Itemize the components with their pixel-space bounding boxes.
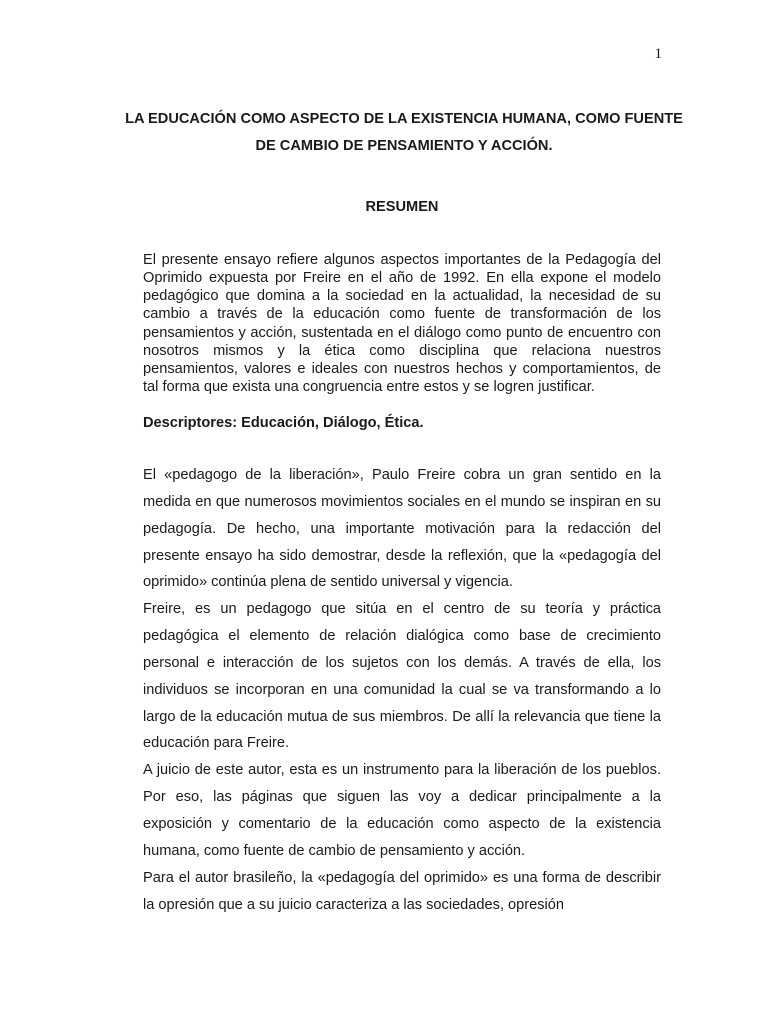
abstract-paragraph: El presente ensayo refiere algunos aspectos importantes de la Pedagogía del Oprimido expuesta por Freire en el año de 1992. En ella expone el modelo pedagógico que domina a la sociedad en la actualidad, la necesidad de su cambio a través de la educación como fuente de transformación de los pensamientos y acción, sustentada en el diálogo como punto de encuentro con nosotros mismos y la ética como disciplina que relaciona nuestros pensamientos, valores e ideales con nuestros hechos y comportamientos, de tal forma que exista una congruencia entre estos y se logren justificar. bbox=[143, 252, 661, 396]
body-paragraph: A juicio de este autor, esta es un instrumento para la liberación de los pueblos. Por eso, las páginas que siguen las voy a dedicar principalmente a la exposición y comentario de la educación como aspecto de la existencia humana, como fuente de cambio de pensamiento y acción. bbox=[143, 762, 661, 859]
document-title: LA EDUCACIÓN COMO ASPECTO DE LA EXISTENCIA HUMANA, COMO FUENTE DE CAMBIO DE PENSAMIENTO Y ACCIÓN. bbox=[125, 111, 683, 154]
page-number: 1 bbox=[654, 46, 662, 62]
body-paragraph: El «pedagogo de la liberación», Paulo Freire cobra un gran sentido en la medida en que numerosos movimientos sociales en el mundo se inspiran en su pedagogía. De hecho, una importante motivación para la redacción del presente ensayo ha sido demostrar, desde la reflexión, que la «pedagogía del oprimido» continúa plena de sentido universal y vigencia. bbox=[143, 467, 661, 591]
body-paragraph: Freire, es un pedagogo que sitúa en el centro de su teoría y práctica pedagógica el elemento de relación dialógica como base de crecimiento personal e interacción de los sujetos con los demás. A través de ella, los individuos se incorporan en una comunidad la cual se va transformando a lo largo de la educación mutua de sus miembros. De allí la relevancia que tiene la educación para Freire. bbox=[143, 601, 661, 752]
body-text bbox=[143, 462, 661, 918]
body-paragraph: Para el autor brasileño, la «pedagogía del oprimido» es una forma de describir la opresión que a su juicio caracteriza a las sociedades, opresión bbox=[143, 869, 661, 913]
abstract-heading: RESUMEN bbox=[365, 199, 439, 215]
descriptors-line: Descriptores: Educación, Diálogo, Ética. bbox=[143, 415, 424, 431]
